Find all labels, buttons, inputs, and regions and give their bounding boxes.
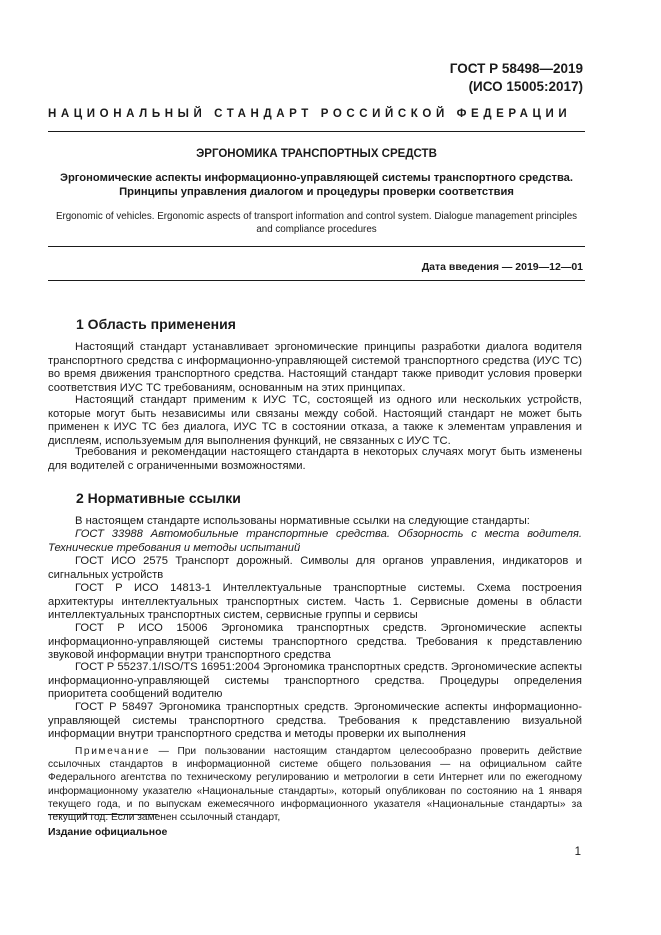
note-text: — При пользовании настоящим стандартом целесообразно проверить действие ссылочных стандартов в информационной системе общего пользования — на официальном сайте Федерального агентства по техническому регулированию и метрологии в сети Интернет или по ежегодному информационному указателю «Национальные стандарты», который опубликован по состоянию на 1 января текущего года, и по выпускам ежемесячного информационного указателя «Национальные стандарты» за текущий год. Если заменен ссылочный стандарт, [48,746,582,824]
note-block [48,745,582,824]
national-standard-banner: НАЦИОНАЛЬНЫЙ СТАНДАРТ РОССИЙСКОЙ ФЕДЕРАЦИИ [48,108,572,120]
title-subtitle-line2: Принципы управления диалогом и процедуры проверки соответствия [119,186,514,198]
section1-paragraph-2: Настоящий стандарт применим к ИУС ТС, состоящей из одного или нескольких устройств, которые могут быть независимы или связаны между собой. Настоящий стандарт не может быть применен к ИУС ТС без диалога, ИУС ТС в состоянии отказа, а также к элементам управления и дисплеям, используемым для выполнения функций, не связанных с ИУС ТС. [48,394,582,447]
page-number: 1 [574,846,581,858]
section1-heading: 1 Область применения [76,316,236,332]
footer-rule [48,814,158,815]
title-subtitle-line1: Эргономические аспекты информационно-управляющей системы транспортного средства. [59,172,574,184]
section2-intro: В настоящем стандарте использованы нормативные ссылки на следующие стандарты: [75,515,530,527]
note-label: Примечание [75,746,150,757]
section2-heading: 2 Нормативные ссылки [76,490,241,506]
title-english-line1: Ergonomic of vehicles. Ergonomic aspects of transport information and control system. Dialogue management principles [55,211,578,222]
edition-label: Издание официальное [48,826,168,838]
section1-paragraph-3: Требования и рекомендации настоящего стандарта в некоторых случаях могут быть изменены для водителей с ограниченными возможностями. [48,446,582,472]
intro-date: Дата введения — 2019—12—01 [421,261,583,273]
normative-ref-4: ГОСТ Р ИСО 15006 Эргономика транспортных средств. Эргономические аспекты информационно-управляющей системы транспортного средства. Требования к представлению звуковой информации внутри транспортного средства [48,622,582,662]
header-rule-top [48,131,585,132]
section1-paragraph-1: Настоящий стандарт устанавливает эргономические принципы разработки диалога водителя транспортного средства с информационно-управляющей системой транспортного средства (ИУС ТС) во время движения транспортного средства. Настоящий стандарт также приводит условия проверки соответствия ИУС ТС требованиям, основанным на этих принципах. [48,341,582,394]
normative-ref-3: ГОСТ Р ИСО 14813-1 Интеллектуальные транспортные системы. Схема построения архитектуры интеллектуальных транспортных систем. Часть 1. Сервисные домены в области интеллектуальных транспортных систем, сервисные группы и сервисы [48,582,582,622]
normative-ref-5: ГОСТ Р 55237.1/ISO/TS 16951:2004 Эргономика транспортных средств. Эргономические аспекты информационно-управляющей системы транспортного средства. Процедуры определения приоритета сообщений водителю [48,661,582,701]
header-rule-bottom [48,246,585,247]
title-english-line2: and compliance procedures [256,224,377,235]
normative-ref-1: ГОСТ 33988 Автомобильные транспортные средства. Обзорность с места водителя. Технические требования и методы испытаний [48,528,582,554]
title-main: ЭРГОНОМИКА ТРАНСПОРТНЫХ СРЕДСТВ [196,148,437,160]
date-rule [48,280,585,281]
normative-ref-2: ГОСТ ИСО 2575 Транспорт дорожный. Символы для органов управления, индикаторов и сигнальных устройств [48,555,582,581]
normative-ref-6: ГОСТ Р 58497 Эргономика транспортных средств. Эргономические аспекты информационно-управляющей системы транспортного средства. Требования к представлению визуальной информации внутри транспортного средства и методы проверки их выполнения [48,701,582,741]
standard-number: ГОСТ Р 58498—2019 [449,61,583,76]
iso-number: (ИСО 15005:2017) [468,79,583,94]
